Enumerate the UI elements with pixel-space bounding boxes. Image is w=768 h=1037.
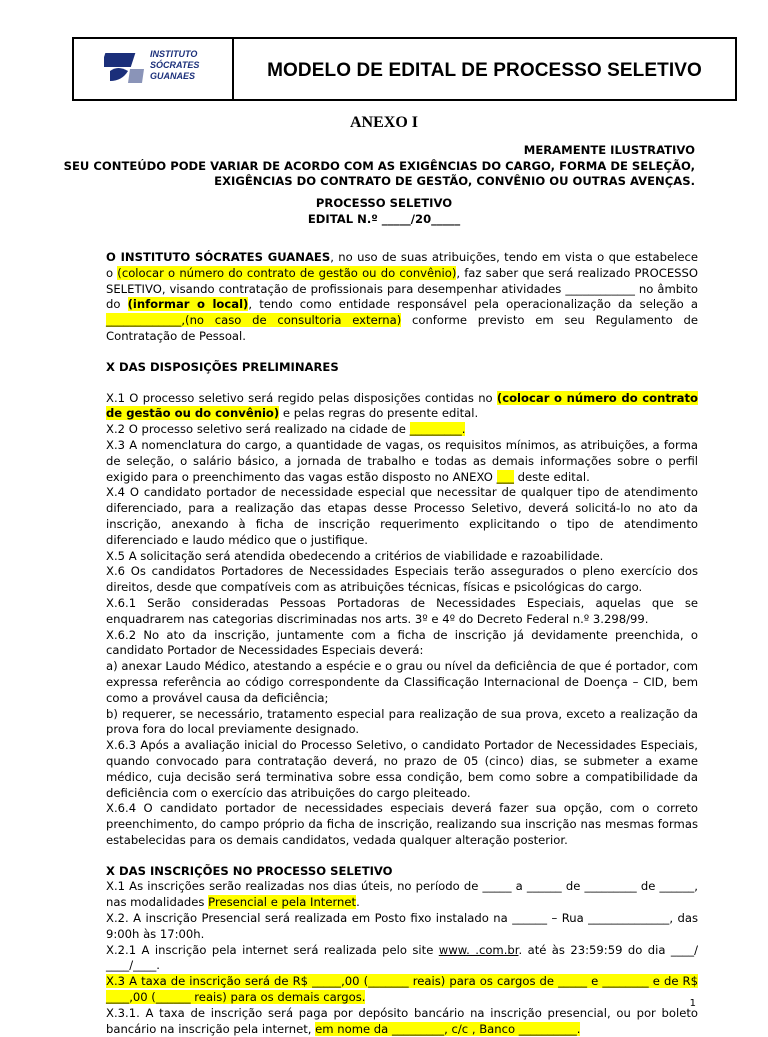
logo-cell [74, 39, 234, 99]
disclaimer-line: EXIGÊNCIAS DO CONTRATO DE GESTÃO, CONVÊNIO OU OUTRAS AVENÇAS. [214, 174, 695, 188]
clause-x6-1: X.6.1 Serão consideradas Pessoas Portadoras de Necessidades Especiais, aquelas que se enquadrarem nas categorias discriminadas nos arts. 3º e 4º do Decreto Federal n.º 3.298/99. [106, 595, 698, 626]
clause-insc-x2-1: X.2.1 A inscrição pela internet será realizada pelo site www. .com.br. até às 23:59:59 do dia ____/ ____/____. [106, 942, 699, 973]
clause-x6-4: X.6.4 O candidato portador de necessidades especiais deverá fazer sua opção, com o correto preenchimento, do campo próprio da ficha de inscrição, realizando sua inscrição nas mesmas formas estabelecidas para os demais candidatos, vedada qualquer alteração posterior. [106, 801, 698, 847]
disclaimer-line: SEU CONTEÚDO PODE VARIAR DE ACORDO COM AS EXIGÊNCIAS DO CARGO, FORMA DE SELEÇÃO, [63, 158, 695, 173]
institute-logo-icon [104, 51, 146, 87]
clause-x4: X.4 O candidato portador de necessidade especial que necessitar de qualquer tipo de atendimento diferenciado, para a realização das etapas desse Processo Seletivo, deverá solicitá-lo no ato da inscrição, anexando à ficha de inscrição requerimento explicitando o tipo de atendimento diferenciado e laudo médico que o justifique. [106, 485, 698, 547]
site-link[interactable]: www. .com.br [438, 942, 519, 957]
clause-x6: X.6 Os candidatos Portadores de Necessidades Especiais terão assegurados o pleno exercício dos direitos, desde que compatíveis com as atribuições técnicas, físicas e psicológicas do cargo. [106, 564, 698, 595]
clause-x6-2-a: a) anexar Laudo Médico, atestando a espécie e o grau ou nível da deficiência de que é portador, com expressa referência ao código correspondente da Classificação Internacional de Doença – CID, bem como a provável causa da deficiência; [106, 659, 698, 705]
title-cell [234, 39, 735, 99]
clause-x1: X.1 O processo seletivo será regido pelas disposições contidas no (colocar o número do contrato de gestão ou do convênio) e pelas regras do presente edital. [106, 390, 698, 421]
edital-number: EDITAL N.º _____/20_____ [307, 211, 461, 226]
clause-x6-2-b: b) requerer, se necessário, tratamento especial para realização de sua prova, exceto a realização da prova fora do local previamente designado. [106, 706, 698, 737]
annex-heading: ANEXO I [349, 114, 418, 131]
document-body [106, 250, 698, 1037]
section-title-inscricoes: X DAS INSCRIÇÕES NO PROCESSO SELETIVO [106, 863, 393, 878]
disclaimer-line: MERAMENTE ILUSTRATIVO [523, 143, 695, 157]
clause-insc-x1: X.1 As inscrições serão realizadas nos dias úteis, no período de _____ a ______ de _________ de ______, nas modalidades Presencial e pela Internet. [106, 879, 698, 910]
clause-x3: X.3 A nomenclatura do cargo, a quantidade de vagas, os requisitos mínimos, as atribuições, a forma de seleção, o salário básico, a jornada de trabalho e todas as demais informações sobre o perfil exigido para o preenchimento das vagas estão disposto no ANEXO ___ deste edital. [106, 437, 698, 484]
disclaimer-block [64, 143, 695, 190]
document-title: MODELO DE EDITAL DE PROCESSO SELETIVO [267, 60, 702, 81]
process-heading [0, 196, 768, 227]
clause-insc-x3: X.3 A taxa de inscrição será de R$ _____,00 (_______ reais) para os cargos de _____ e ________ e de R$ ____,00 (______ reais) para os demais cargos. [106, 974, 698, 1005]
clause-x6-3: X.6.3 Após a avaliação inicial do Processo Seletivo, o candidato Portador de Necessidades Especiais, quando convocado para contratação deverá, no prazo de 05 (cinco) dias, se submeter a exame médico, cuja decisão será terminativa sobre essa condição, bem como sobre a compatibilidade da deficiência com o exercício das atribuições do cargo pleiteado. [106, 738, 698, 800]
header-box [72, 37, 737, 101]
section-title-preliminares: X DAS DISPOSIÇÕES PRELIMINARES [106, 359, 339, 374]
clause-x2: X.2 O processo seletivo será realizado na cidade de _________. [106, 422, 466, 437]
process-title: PROCESSO SELETIVO [315, 196, 453, 210]
logo-wordmark: INSTITUTO SÓCRATES GUANAES [150, 49, 200, 81]
clause-x5: X.5 A solicitação será atendida obedecendo a critérios de viabilidade e razoabilidade. [106, 548, 604, 563]
page-number: 1 [689, 998, 696, 1009]
clause-insc-x2: X.2. A inscrição Presencial será realizada em Posto fixo instalado na ______ – Rua ______________, das 9:00h às 17:00h. [106, 911, 698, 941]
intro-paragraph: O INSTITUTO SÓCRATES GUANAES, no uso de suas atribuições, tendo em vista o que estabelece o (colocar o número do contrato de gestão ou do convênio), faz saber que será realizado PROCESSO SELETIVO, visando contratação de profissionais para desempenhar atividades ____________ no âmbito do (informar o local), tendo como entidade responsável pela operacionalização da seleção a _____________,(no caso de consultoria externa) conforme previsto em seu Regulamento de Contratação de Pessoal. [106, 250, 699, 343]
clause-x6-2: X.6.2 No ato da inscrição, juntamente com a ficha de inscrição já devidamente preenchida, o candidato Portador de Necessidades Especiais deverá: [106, 627, 698, 658]
clause-insc-x3-1: X.3.1. A taxa de inscrição será paga por depósito bancário na inscrição presencial, ou por boleto bancário na inscrição pela internet, em nome da _________, c/c , Banco __________. [106, 1005, 698, 1036]
